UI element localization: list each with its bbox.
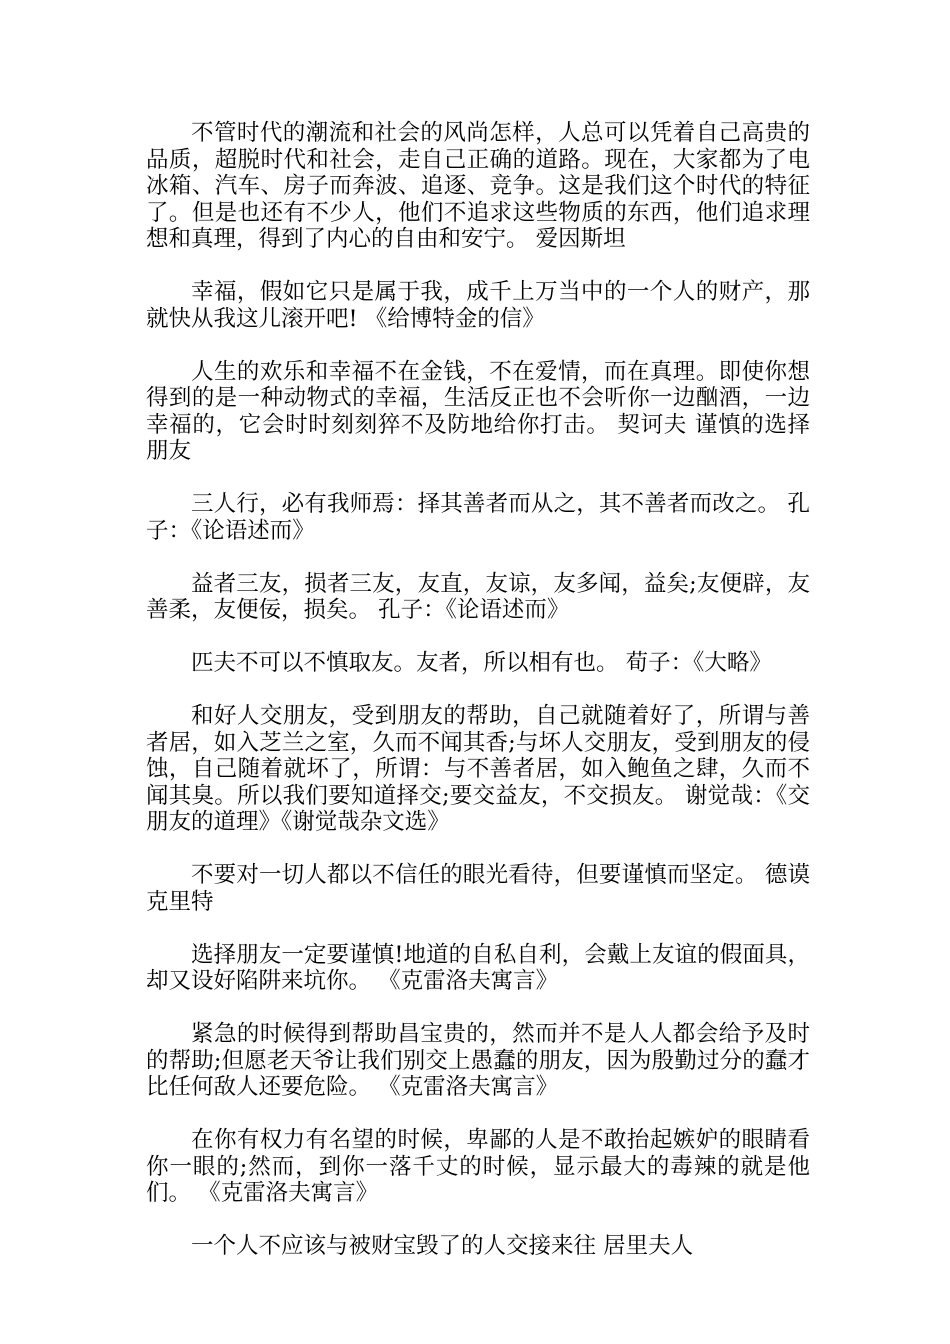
paragraph-chekhov-quote: 人生的欢乐和幸福不在金钱，不在爱情，而在真理。即使你想得到的是一种动物式的幸福，生活反正也不会听你一边酗酒，一边幸福的，它会时时刻刻猝不及防地给你打击。 契诃夫 谨慎的选择朋友 — [146, 358, 810, 464]
paragraph-confucius-three-walk: 三人行，必有我师焉：择其善者而从之，其不善者而改之。 孔子：《论语述而》 — [146, 491, 810, 544]
paragraph-curie-quote: 一个人不应该与被财宝毁了的人交接来往 居里夫人 — [191, 1233, 694, 1259]
paragraph-democritus-quote: 不要对一切人都以不信任的眼光看待，但要谨慎而坚定。 德谟克里特 — [146, 862, 810, 915]
paragraph-krylov-fable-2: 紧急的时候得到帮助昌宝贵的，然而并不是人人都会给予及时的帮助;但愿老天爷让我们别交上愚蠢的朋友，因为殷勤过分的蠢才比任何敌人还要危险。 《克雷洛夫寓言》 — [146, 1021, 810, 1100]
paragraph-xunzi-quote: 匹夫不可以不慎取友。友者，所以相有也。 荀子：《大略》 — [191, 650, 772, 676]
paragraph-einstein-quote: 不管时代的潮流和社会的风尚怎样，人总可以凭着自己高贵的品质，超脱时代和社会，走自己正确的道路。现在，大家都为了电冰箱、汽车、房子而奔波、追逐、竞争。这是我们这个时代的特征了。但是也还有不少人，他们不追求这些物质的东西，他们追求理想和真理，得到了内心的自由和安宁。 爱因斯坦 — [146, 120, 810, 252]
paragraph-xie-juezai-quote: 和好人交朋友，受到朋友的帮助，自己就随着好了，所谓与善者居，如入芝兰之室，久而不闻其香;与坏人交朋友，受到朋友的侵蚀，自己随着就坏了，所谓：与不善者居，如入鲍鱼之肆，久而不闻其臭。所以我们要知道择交;要交益友，不交损友。 谢觉哉：《交朋友的道理》《谢觉哉杂文选》 — [146, 703, 810, 835]
paragraph-happiness-letter: 幸福，假如它只是属于我，成千上万当中的一个人的财产，那就快从我这儿滚开吧! 《给博特金的信》 — [146, 279, 810, 332]
paragraph-krylov-fable-3: 在你有权力有名望的时候，卑鄙的人是不敢抬起嫉妒的眼睛看你一眼的;然而，到你一落千丈的时候，显示最大的毒辣的就是他们。 《克雷洛夫寓言》 — [146, 1127, 810, 1206]
paragraph-krylov-fable-1: 选择朋友一定要谨慎!地道的自私自利，会戴上友谊的假面具，却又设好陷阱来坑你。 《克雷洛夫寓言》 — [146, 941, 810, 994]
paragraph-confucius-three-friends: 益者三友，损者三友，友直，友谅，友多闻，益矣;友便辟，友善柔，友便佞，损矣。 孔子：《论语述而》 — [146, 570, 810, 623]
document-page — [146, 120, 810, 1286]
